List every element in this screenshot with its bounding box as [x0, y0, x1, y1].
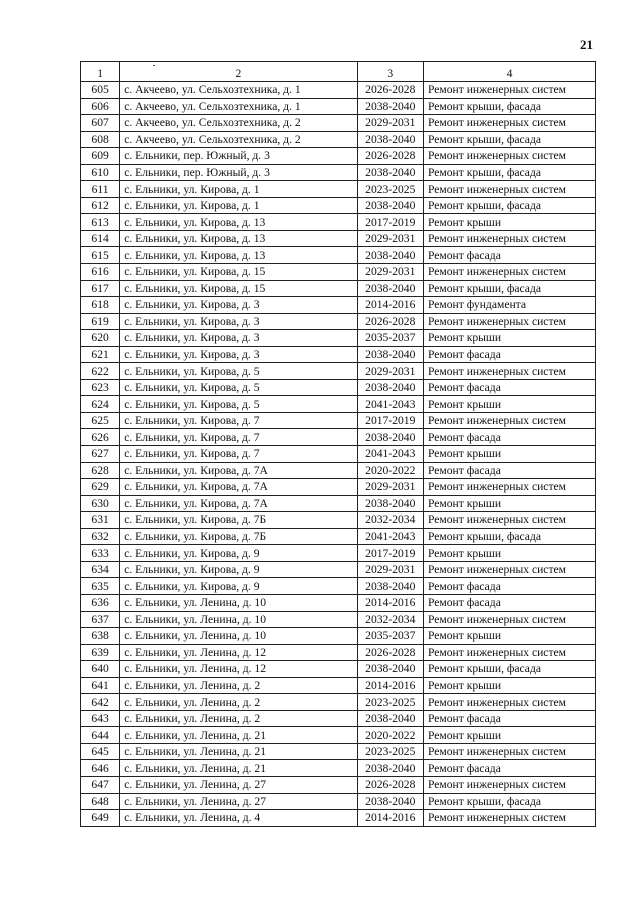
row-number-cell: 625 — [81, 412, 120, 429]
work-type-cell: Ремонт крыши, фасада — [423, 98, 595, 115]
table-row — [81, 214, 596, 231]
row-number-cell: 630 — [81, 495, 120, 512]
address-cell: с. Ельники, ул. Ленина, д. 4 — [120, 810, 357, 827]
table-row — [81, 677, 596, 694]
table-row — [81, 230, 596, 247]
table-row — [81, 793, 596, 810]
repair-schedule-table — [80, 61, 596, 827]
address-cell: с. Ельники, ул. Кирова, д. 7А — [120, 479, 357, 496]
work-type-cell: Ремонт крыши — [423, 727, 595, 744]
period-cell: 2029-2031 — [357, 363, 423, 380]
address-cell: с. Ельники, ул. Кирова, д. 7 — [120, 429, 357, 446]
table-row — [81, 98, 596, 115]
row-number-cell: 612 — [81, 197, 120, 214]
row-number-cell: 627 — [81, 446, 120, 463]
work-type-cell: Ремонт крыши — [423, 677, 595, 694]
address-cell: с. Ельники, ул. Кирова, д. 1 — [120, 197, 357, 214]
table-row — [81, 561, 596, 578]
address-cell: с. Ельники, ул. Кирова, д. 7Б — [120, 512, 357, 529]
address-cell: с. Ельники, ул. Кирова, д. 5 — [120, 379, 357, 396]
table-row — [81, 810, 596, 827]
address-cell: с. Ельники, ул. Кирова, д. 9 — [120, 578, 357, 595]
row-number-cell: 620 — [81, 330, 120, 347]
address-cell: с. Ельники, ул. Ленина, д. 2 — [120, 677, 357, 694]
period-cell: 2026-2028 — [357, 82, 423, 99]
work-type-cell: Ремонт фундамента — [423, 297, 595, 314]
table-row — [81, 628, 596, 645]
work-type-cell: Ремонт инженерных систем — [423, 743, 595, 760]
work-type-cell: Ремонт инженерных систем — [423, 479, 595, 496]
period-cell: 2038-2040 — [357, 131, 423, 148]
work-type-cell: Ремонт инженерных систем — [423, 810, 595, 827]
table-row — [81, 181, 596, 198]
page-number: 21 — [580, 37, 593, 52]
period-cell: 2038-2040 — [357, 98, 423, 115]
address-cell: с. Ельники, ул. Ленина, д. 2 — [120, 710, 357, 727]
work-type-cell: Ремонт крыши — [423, 495, 595, 512]
period-cell: 2026-2028 — [357, 148, 423, 165]
period-cell: 2038-2040 — [357, 379, 423, 396]
address-cell: с. Акчеево, ул. Сельхозтехника, д. 1 — [120, 82, 357, 99]
period-cell: 2038-2040 — [357, 164, 423, 181]
table-row — [81, 164, 596, 181]
table-row — [81, 396, 596, 413]
period-cell: 2017-2019 — [357, 412, 423, 429]
work-type-cell: Ремонт крыши — [423, 446, 595, 463]
period-cell: 2029-2031 — [357, 230, 423, 247]
header-col-4: 4 — [423, 62, 595, 82]
row-number-cell: 626 — [81, 429, 120, 446]
row-number-cell: 609 — [81, 148, 120, 165]
period-cell: 2038-2040 — [357, 710, 423, 727]
row-number-cell: 648 — [81, 793, 120, 810]
period-cell: 2017-2019 — [357, 545, 423, 562]
work-type-cell: Ремонт инженерных систем — [423, 148, 595, 165]
row-number-cell: 622 — [81, 363, 120, 380]
table-row — [81, 594, 596, 611]
work-type-cell: Ремонт инженерных систем — [423, 181, 595, 198]
period-cell: 2038-2040 — [357, 793, 423, 810]
work-type-cell: Ремонт крыши, фасада — [423, 197, 595, 214]
work-type-cell: Ремонт фасада — [423, 462, 595, 479]
row-number-cell: 647 — [81, 776, 120, 793]
work-type-cell: Ремонт фасада — [423, 760, 595, 777]
period-cell: 2020-2022 — [357, 462, 423, 479]
row-number-cell: 608 — [81, 131, 120, 148]
work-type-cell: Ремонт крыши — [423, 214, 595, 231]
row-number-cell: 646 — [81, 760, 120, 777]
row-number-cell: 634 — [81, 561, 120, 578]
table-row — [81, 644, 596, 661]
work-type-cell: Ремонт фасада — [423, 379, 595, 396]
work-type-cell: Ремонт крыши — [423, 545, 595, 562]
table-row — [81, 313, 596, 330]
period-cell: 2014-2016 — [357, 594, 423, 611]
work-type-cell: Ремонт инженерных систем — [423, 561, 595, 578]
address-cell: с. Ельники, пер. Южный, д. 3 — [120, 148, 357, 165]
period-cell: 2023-2025 — [357, 181, 423, 198]
address-cell: с. Ельники, ул. Ленина, д. 27 — [120, 776, 357, 793]
row-number-cell: 605 — [81, 82, 120, 99]
table-row — [81, 512, 596, 529]
address-cell: с. Ельники, ул. Ленина, д. 10 — [120, 594, 357, 611]
table-row — [81, 346, 596, 363]
address-cell: с. Ельники, ул. Ленина, д. 12 — [120, 661, 357, 678]
row-number-cell: 617 — [81, 280, 120, 297]
address-cell: с. Ельники, ул. Кирова, д. 13 — [120, 214, 357, 231]
work-type-cell: Ремонт фасада — [423, 578, 595, 595]
work-type-cell: Ремонт инженерных систем — [423, 611, 595, 628]
table-row — [81, 710, 596, 727]
work-type-cell: Ремонт крыши, фасада — [423, 793, 595, 810]
work-type-cell: Ремонт фасада — [423, 247, 595, 264]
row-number-cell: 629 — [81, 479, 120, 496]
table-row — [81, 412, 596, 429]
table-row — [81, 611, 596, 628]
row-number-cell: 631 — [81, 512, 120, 529]
work-type-cell: Ремонт фасада — [423, 710, 595, 727]
row-number-cell: 611 — [81, 181, 120, 198]
row-number-cell: 628 — [81, 462, 120, 479]
work-type-cell: Ремонт крыши, фасада — [423, 528, 595, 545]
table-row — [81, 760, 596, 777]
address-cell: с. Ельники, ул. Кирова, д. 7А — [120, 495, 357, 512]
table-row — [81, 545, 596, 562]
row-number-cell: 632 — [81, 528, 120, 545]
period-cell: 2023-2025 — [357, 743, 423, 760]
table-row — [81, 280, 596, 297]
period-cell: 2041-2043 — [357, 446, 423, 463]
row-number-cell: 638 — [81, 628, 120, 645]
period-cell: 2026-2028 — [357, 644, 423, 661]
address-cell: с. Ельники, ул. Кирова, д. 7Б — [120, 528, 357, 545]
table-row — [81, 446, 596, 463]
work-type-cell: Ремонт инженерных систем — [423, 776, 595, 793]
period-cell: 2014-2016 — [357, 677, 423, 694]
period-cell: 2020-2022 — [357, 727, 423, 744]
period-cell: 2029-2031 — [357, 264, 423, 281]
period-cell: 2038-2040 — [357, 495, 423, 512]
work-type-cell: Ремонт инженерных систем — [423, 644, 595, 661]
address-cell: с. Ельники, пер. Южный, д. 3 — [120, 164, 357, 181]
row-number-cell: 616 — [81, 264, 120, 281]
work-type-cell: Ремонт крыши — [423, 396, 595, 413]
address-cell: с. Ельники, ул. Кирова, д. 3 — [120, 313, 357, 330]
work-type-cell: Ремонт крыши, фасада — [423, 280, 595, 297]
header-col-1: 1 — [81, 62, 120, 82]
address-cell: с. Акчеево, ул. Сельхозтехника, д. 2 — [120, 115, 357, 132]
period-cell: 2014-2016 — [357, 810, 423, 827]
period-cell: 2041-2043 — [357, 528, 423, 545]
period-cell: 2035-2037 — [357, 628, 423, 645]
row-number-cell: 644 — [81, 727, 120, 744]
row-number-cell: 621 — [81, 346, 120, 363]
work-type-cell: Ремонт крыши, фасада — [423, 661, 595, 678]
row-number-cell: 624 — [81, 396, 120, 413]
period-cell: 2041-2043 — [357, 396, 423, 413]
row-number-cell: 613 — [81, 214, 120, 231]
address-cell: с. Ельники, ул. Кирова, д. 9 — [120, 545, 357, 562]
period-cell: 2029-2031 — [357, 479, 423, 496]
table-header — [81, 62, 596, 82]
table-row — [81, 495, 596, 512]
address-cell: с. Ельники, ул. Ленина, д. 2 — [120, 694, 357, 711]
table-row — [81, 694, 596, 711]
address-cell: с. Ельники, ул. Кирова, д. 7 — [120, 412, 357, 429]
row-number-cell: 633 — [81, 545, 120, 562]
period-cell: 2038-2040 — [357, 578, 423, 595]
period-cell: 2035-2037 — [357, 330, 423, 347]
period-cell: 2014-2016 — [357, 297, 423, 314]
work-type-cell: Ремонт инженерных систем — [423, 264, 595, 281]
table-body — [81, 82, 596, 827]
period-cell: 2029-2031 — [357, 561, 423, 578]
row-number-cell: 623 — [81, 379, 120, 396]
work-type-cell: Ремонт инженерных систем — [423, 412, 595, 429]
work-type-cell: Ремонт крыши — [423, 330, 595, 347]
table-row — [81, 148, 596, 165]
table-row — [81, 363, 596, 380]
address-cell: с. Ельники, ул. Кирова, д. 1 — [120, 181, 357, 198]
table-row — [81, 82, 596, 99]
table-row — [81, 264, 596, 281]
work-type-cell: Ремонт инженерных систем — [423, 694, 595, 711]
table-row — [81, 115, 596, 132]
period-cell: 2023-2025 — [357, 694, 423, 711]
table-row — [81, 297, 596, 314]
table-row — [81, 247, 596, 264]
row-number-cell: 649 — [81, 810, 120, 827]
table-row — [81, 197, 596, 214]
row-number-cell: 610 — [81, 164, 120, 181]
address-cell: с. Ельники, ул. Ленина, д. 21 — [120, 743, 357, 760]
work-type-cell: Ремонт инженерных систем — [423, 230, 595, 247]
row-number-cell: 640 — [81, 661, 120, 678]
row-number-cell: 645 — [81, 743, 120, 760]
work-type-cell: Ремонт фасада — [423, 429, 595, 446]
table-row — [81, 479, 596, 496]
period-cell: 2038-2040 — [357, 760, 423, 777]
row-number-cell: 636 — [81, 594, 120, 611]
work-type-cell: Ремонт фасада — [423, 346, 595, 363]
address-cell: с. Ельники, ул. Кирова, д. 7А — [120, 462, 357, 479]
period-cell: 2017-2019 — [357, 214, 423, 231]
period-cell: 2038-2040 — [357, 429, 423, 446]
address-cell: с. Ельники, ул. Ленина, д. 27 — [120, 793, 357, 810]
table-row — [81, 528, 596, 545]
work-type-cell: Ремонт инженерных систем — [423, 115, 595, 132]
period-cell: 2029-2031 — [357, 115, 423, 132]
row-number-cell: 614 — [81, 230, 120, 247]
address-cell: с. Ельники, ул. Ленина, д. 12 — [120, 644, 357, 661]
row-number-cell: 607 — [81, 115, 120, 132]
address-cell: с. Ельники, ул. Кирова, д. 3 — [120, 297, 357, 314]
address-cell: с. Ельники, ул. Ленина, д. 21 — [120, 760, 357, 777]
period-cell: 2032-2034 — [357, 512, 423, 529]
address-cell: с. Акчеево, ул. Сельхозтехника, д. 2 — [120, 131, 357, 148]
table-row — [81, 661, 596, 678]
work-type-cell: Ремонт фасада — [423, 594, 595, 611]
address-cell: с. Ельники, ул. Кирова, д. 5 — [120, 363, 357, 380]
address-cell: с. Ельники, ул. Кирова, д. 13 — [120, 230, 357, 247]
header-col-3: 3 — [357, 62, 423, 82]
table-row — [81, 379, 596, 396]
row-number-cell: 639 — [81, 644, 120, 661]
table-row — [81, 743, 596, 760]
table-row — [81, 462, 596, 479]
row-number-cell: 641 — [81, 677, 120, 694]
address-cell: с. Ельники, ул. Ленина, д. 10 — [120, 628, 357, 645]
table-row — [81, 131, 596, 148]
period-cell: 2038-2040 — [357, 197, 423, 214]
period-cell: 2038-2040 — [357, 280, 423, 297]
address-cell: с. Ельники, ул. Кирова, д. 9 — [120, 561, 357, 578]
work-type-cell: Ремонт инженерных систем — [423, 313, 595, 330]
work-type-cell: Ремонт инженерных систем — [423, 363, 595, 380]
period-cell: 2038-2040 — [357, 346, 423, 363]
row-number-cell: 642 — [81, 694, 120, 711]
row-number-cell: 635 — [81, 578, 120, 595]
period-cell: 2038-2040 — [357, 661, 423, 678]
work-type-cell: Ремонт крыши, фасада — [423, 131, 595, 148]
address-cell: с. Ельники, ул. Кирова, д. 5 — [120, 396, 357, 413]
row-number-cell: 618 — [81, 297, 120, 314]
address-cell: с. Ельники, ул. Ленина, д. 10 — [120, 611, 357, 628]
header-col-2: 2 — [120, 62, 357, 82]
address-cell: с. Ельники, ул. Кирова, д. 3 — [120, 346, 357, 363]
address-cell: с. Ельники, ул. Кирова, д. 13 — [120, 247, 357, 264]
row-number-cell: 637 — [81, 611, 120, 628]
table-row — [81, 776, 596, 793]
address-cell: с. Ельники, ул. Кирова, д. 3 — [120, 330, 357, 347]
work-type-cell: Ремонт инженерных систем — [423, 512, 595, 529]
work-type-cell: Ремонт крыши, фасада — [423, 164, 595, 181]
row-number-cell: 606 — [81, 98, 120, 115]
table-row — [81, 330, 596, 347]
work-type-cell: Ремонт крыши — [423, 628, 595, 645]
table-row — [81, 578, 596, 595]
table-row — [81, 429, 596, 446]
period-cell: 2038-2040 — [357, 247, 423, 264]
address-cell: с. Ельники, ул. Кирова, д. 7 — [120, 446, 357, 463]
period-cell: 2032-2034 — [357, 611, 423, 628]
address-cell: с. Ельники, ул. Кирова, д. 15 — [120, 264, 357, 281]
row-number-cell: 619 — [81, 313, 120, 330]
row-number-cell: 643 — [81, 710, 120, 727]
work-type-cell: Ремонт инженерных систем — [423, 82, 595, 99]
period-cell: 2026-2028 — [357, 776, 423, 793]
table-row — [81, 727, 596, 744]
address-cell: с. Ельники, ул. Ленина, д. 21 — [120, 727, 357, 744]
period-cell: 2026-2028 — [357, 313, 423, 330]
header-row — [81, 62, 596, 82]
row-number-cell: 615 — [81, 247, 120, 264]
address-cell: с. Ельники, ул. Кирова, д. 15 — [120, 280, 357, 297]
address-cell: с. Акчеево, ул. Сельхозтехника, д. 1 — [120, 98, 357, 115]
